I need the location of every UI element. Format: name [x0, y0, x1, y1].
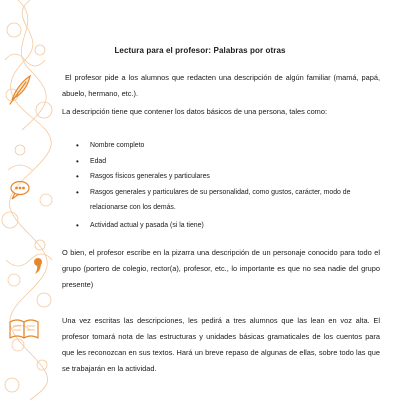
paragraph-alternative: O bien, el profesor escribe en la pizarra una descripción de un personaje conocido para todo el grupo (portero de colegio, rector(a), profesor, etc., lo importante es que no sea nadie del grupo presente): [62, 248, 380, 289]
bullet-list: [62, 138, 380, 233]
paragraph-request: El profesor pide a los alumnos que redacten una descripción de algún familiar (mamá, papá, abuelo, hermano, etc.).: [62, 73, 380, 98]
paragraph-requirements: La descripción tiene que contener los datos básicos de una persona, tales como:: [62, 107, 327, 116]
list-item: • Rasgos físicos generales y particulares: [62, 169, 380, 185]
list-item: • Rasgos generales y particulares de su personalidad, como gustos, carácter, modo de relacionarse con los demás.: [62, 185, 380, 216]
list-item: • Actividad actual y pasada (si la tiene): [62, 218, 380, 234]
list-item: • Nombre completo: [62, 138, 380, 154]
document-title: Lectura para el profesor: Palabras por otras: [114, 46, 286, 55]
list-item: • Edad: [62, 154, 380, 170]
paragraph-reading: Una vez escritas las descripciones, les pedirá a tres alumnos que las lean en voz alta. El profesor tomará nota de las estructuras y unidades básicas gramaticales de los cuentos para que les reconozcan en sus textos. Hará un breve repaso de algunas de ellas, sobre todo las que se trabajarán en la actividad.: [62, 316, 380, 373]
